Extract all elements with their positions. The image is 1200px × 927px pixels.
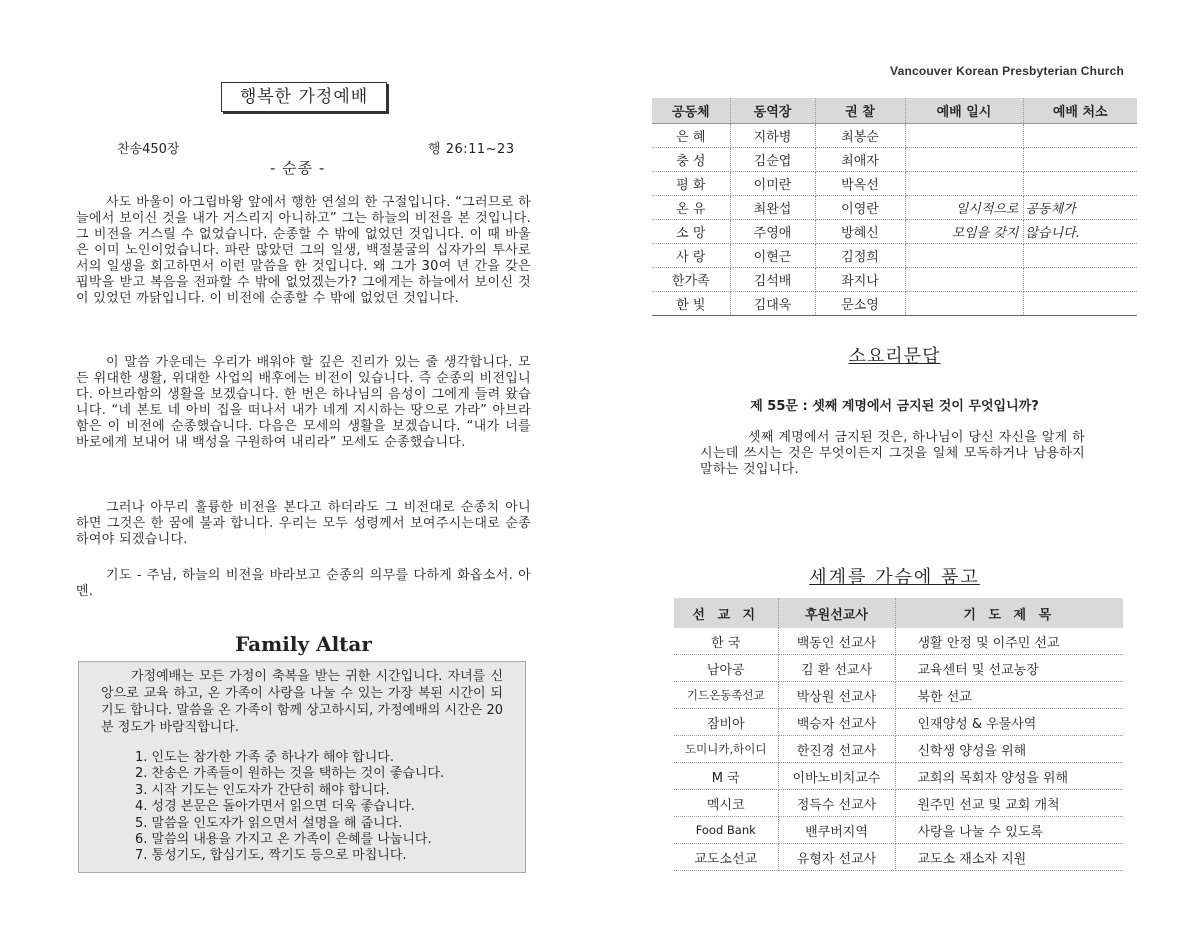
table-cell xyxy=(1023,268,1137,292)
table-cell: 이미란 xyxy=(730,172,815,196)
mission-field: M 국 xyxy=(674,763,778,790)
sermon-paragraph xyxy=(76,195,531,307)
list-item: 2. 찬송은 가족들이 원하는 것을 택하는 것이 좋습니다. xyxy=(135,766,445,782)
list-item: 4. 성경 본문은 돌아가면서 읽으면 더욱 좋습니다. xyxy=(135,799,415,815)
column-header: 예배 처소 xyxy=(1023,98,1137,124)
table-cell xyxy=(1023,292,1137,316)
mission-field: 멕시코 xyxy=(674,790,778,817)
table-row xyxy=(652,268,1137,292)
catechism-answer xyxy=(700,430,1085,478)
column-header: 예배 일시 xyxy=(905,98,1023,124)
table-cell: 지하병 xyxy=(730,124,815,148)
table-cell: 이영란 xyxy=(815,196,905,220)
prayer-topic: 신학생 양성을 위해 xyxy=(895,736,1123,763)
table-cell xyxy=(905,148,1023,172)
column-header: 기 도 제 목 xyxy=(895,598,1123,628)
mission-field: 한 국 xyxy=(674,628,778,655)
sermon-paragraph xyxy=(76,355,531,451)
table-cell xyxy=(905,124,1023,148)
table-cell: 주영애 xyxy=(730,220,815,244)
table-row xyxy=(674,628,1123,655)
catechism-question: 제 55문 : 셋째 계명에서 금지된 것이 무엇입니까? xyxy=(750,399,1039,414)
table-row xyxy=(674,790,1123,817)
table-cell: 박옥선 xyxy=(815,172,905,196)
missionary: 유형자 선교사 xyxy=(778,844,895,871)
table-cell: 김순엽 xyxy=(730,148,815,172)
table-cell: 사 랑 xyxy=(652,244,730,268)
table-cell: 한 빛 xyxy=(652,292,730,316)
column-header: 권 찰 xyxy=(815,98,905,124)
column-header: 선 교 지 xyxy=(674,598,778,628)
table-row xyxy=(652,124,1137,148)
table-row xyxy=(674,682,1123,709)
table-cell: 이현근 xyxy=(730,244,815,268)
prayer-topic: 사랑을 나눌 수 있도록 xyxy=(895,817,1123,844)
column-header: 공동체 xyxy=(652,98,730,124)
table-cell: 충 성 xyxy=(652,148,730,172)
table-cell: 은 혜 xyxy=(652,124,730,148)
missionary: 백승자 선교사 xyxy=(778,709,895,736)
table-cell xyxy=(1023,148,1137,172)
table-row xyxy=(674,655,1123,682)
table-row xyxy=(652,220,1137,244)
table-cell: 김대욱 xyxy=(730,292,815,316)
table-cell: 평 화 xyxy=(652,172,730,196)
mission-field: Food Bank xyxy=(674,817,778,844)
missionary: 백동인 선교사 xyxy=(778,628,895,655)
prayer-topic: 인재양성 & 우물사역 xyxy=(895,709,1123,736)
table-row xyxy=(674,709,1123,736)
list-item: 5. 말씀을 인도자가 읽으면서 설명을 해 줍니다. xyxy=(135,815,403,831)
prayer-paragraph xyxy=(76,568,531,600)
prayer-topic: 원주민 선교 및 교회 개척 xyxy=(895,790,1123,817)
table-cell: 최완섭 xyxy=(730,196,815,220)
prayer-topic: 생활 안정 및 이주민 선교 xyxy=(895,628,1123,655)
table-cell xyxy=(905,292,1023,316)
table-cell: 최봉순 xyxy=(815,124,905,148)
table-cell: 좌지나 xyxy=(815,268,905,292)
mission-field: 남아공 xyxy=(674,655,778,682)
paragraph-text: 기도 - 주님, 하늘의 비전을 바라보고 순종의 의무를 다하게 화옵소서. 아멘. xyxy=(76,568,531,599)
mission-field: 도미니카,하이디 xyxy=(674,736,778,763)
mission-field: 잠비아 xyxy=(674,709,778,736)
catechism-title: 소요리문답 xyxy=(848,346,941,367)
church-name: Vancouver Korean Presbyterian Church xyxy=(890,64,1124,78)
sermon-subtitle: - 순종 - xyxy=(270,159,326,177)
table-cell: 한가족 xyxy=(652,268,730,292)
table-row xyxy=(652,172,1137,196)
column-header: 후원선교사 xyxy=(778,598,895,628)
list-item: 6. 말씀의 내용을 가지고 온 가족이 은혜를 나눕니다. xyxy=(135,832,432,848)
table-cell xyxy=(905,268,1023,292)
prayer-topic: 교회의 목회자 양성을 위해 xyxy=(895,763,1123,790)
paragraph-text: 그러나 아무리 훌륭한 비전을 본다고 하더라도 그 비전대로 순종치 아니하면 그것은 한 꿈에 불과 합니다. 우리는 모두 성령께서 보여주시는대로 순종하여야 되겠습니다. xyxy=(76,500,531,547)
table-cell xyxy=(1023,244,1137,268)
table-cell: 소 망 xyxy=(652,220,730,244)
hymn-number: 찬송450장 xyxy=(117,142,180,157)
list-item: 1. 인도는 참가한 가족 중 하나가 해야 합니다. xyxy=(135,750,394,765)
missionary: 정득수 선교사 xyxy=(778,790,895,817)
table-cell: 김석배 xyxy=(730,268,815,292)
schedule-note: 않습니다. xyxy=(1023,220,1137,244)
table-cell: 최애자 xyxy=(815,148,905,172)
prayer-topic: 북한 선교 xyxy=(895,682,1123,709)
answer-text: 셋째 계명에서 금지된 것은, 하나님이 당신 자신을 알게 하시는데 쓰시는 것은 무엇이든지 그것을 일체 모독하거나 남용하지 말하는 것입니다. xyxy=(700,430,1085,477)
missions-table xyxy=(674,598,1123,871)
missionary: 한진경 선교사 xyxy=(778,736,895,763)
list-item: 3. 시작 기도는 인도자가 간단히 해야 합니다. xyxy=(135,782,390,798)
missions-title: 세계를 가슴에 품고 xyxy=(809,567,980,588)
table-cell: 방혜신 xyxy=(815,220,905,244)
table-cell xyxy=(905,244,1023,268)
missionary: 김 환 선교사 xyxy=(778,655,895,682)
table-cell: 온 유 xyxy=(652,196,730,220)
page-title: 행복한 가정예배 xyxy=(221,82,387,112)
schedule-note: 모임을 갖지 xyxy=(905,220,1023,244)
paragraph-text: 사도 바울이 아그립바왕 앞에서 행한 연설의 한 구절입니다. “그러므로 하늘에서 보이신 것을 내가 거스리지 아니하고” 그는 하늘의 비전을 본 것입니다. 그 비전을 거스릴 수 없었습니다. 순종할 수 밖에 없었던 것입니다. 이 때 바울은 이미 노인이었습니다. 파란 많았던 그의 일생, 백절불굴의 십자가의 투사로서의 일생을 회고하면서 이런 말씀을 한 것입니다. 왜 그가 30여 년 간을 갖은 핍박을 받고 복음을 전파할 수 밖에 없었겠는가? 그에게는 하늘에서 보이신 것이 있었던 까닭입니다. 이 비전에 순종할 수 밖에 없었던 것입니다. xyxy=(76,195,531,306)
list-item: 7. 통성기도, 합심기도, 짝기도 등으로 마칩니다. xyxy=(135,848,407,864)
mission-field: 기드온동족선교 xyxy=(674,682,778,709)
table-row xyxy=(652,196,1137,220)
scripture-reference: 행 26:11~23 xyxy=(428,142,515,157)
table-row xyxy=(652,244,1137,268)
table-row xyxy=(674,817,1123,844)
table-row xyxy=(674,736,1123,763)
missionary: 박상원 선교사 xyxy=(778,682,895,709)
table-cell: 김정희 xyxy=(815,244,905,268)
table-cell: 문소영 xyxy=(815,292,905,316)
schedule-note: 공동체가 xyxy=(1023,196,1137,220)
table-row xyxy=(674,844,1123,871)
family-altar-title: Family Altar xyxy=(235,632,372,656)
family-altar-intro xyxy=(101,668,503,736)
family-altar-list xyxy=(101,750,503,865)
table-header-row xyxy=(652,98,1137,124)
prayer-topic: 교도소 재소자 지원 xyxy=(895,844,1123,871)
column-header: 동역장 xyxy=(730,98,815,124)
schedule-note: 일시적으로 xyxy=(905,196,1023,220)
paragraph-text: 이 말씀 가운데는 우리가 배워야 할 깊은 진리가 있는 줄 생각합니다. 모든 위대한 생활, 위대한 사업의 배후에는 비전이 있습니다. 즉 순종의 비전입니다. 아브라함의 생활을 보겠습니다. 한 번은 하나님의 음성이 그에게 들려 왔습니다. “네 본토 네 아비 집을 떠나서 내가 네게 지시하는 땅으로 가라” 아브라함은 이 비전에 순종했습니다. 다음은 모세의 생활을 보겠습니다. “내가 너를 바로에게 보내어 내 백성을 구원하여 내리라” 모세도 순종했습니다. xyxy=(76,355,531,450)
table-cell xyxy=(905,172,1023,196)
missionary: 밴쿠버지역 xyxy=(778,817,895,844)
table-row xyxy=(652,292,1137,316)
sermon-paragraph xyxy=(76,500,531,548)
missionary: 이바노비치교수 xyxy=(778,763,895,790)
community-schedule-table xyxy=(652,98,1137,316)
table-row xyxy=(652,148,1137,172)
table-cell xyxy=(1023,172,1137,196)
mission-field: 교도소선교 xyxy=(674,844,778,871)
table-header-row xyxy=(674,598,1123,628)
table-row xyxy=(674,763,1123,790)
intro-text: 가정예배는 모든 가정이 축복을 받는 귀한 시간입니다. 자녀를 신앙으로 교육 하고, 온 가족이 사랑을 나눌 수 있는 가장 복된 시간이 되기도 합니다. 말씀을 온 가족이 함께 상고하시되, 가정예배의 시간은 20분 정도가 바람직합니다. xyxy=(101,669,503,735)
family-altar-box xyxy=(78,661,526,873)
prayer-topic: 교육센터 및 선교농장 xyxy=(895,655,1123,682)
table-cell xyxy=(1023,124,1137,148)
